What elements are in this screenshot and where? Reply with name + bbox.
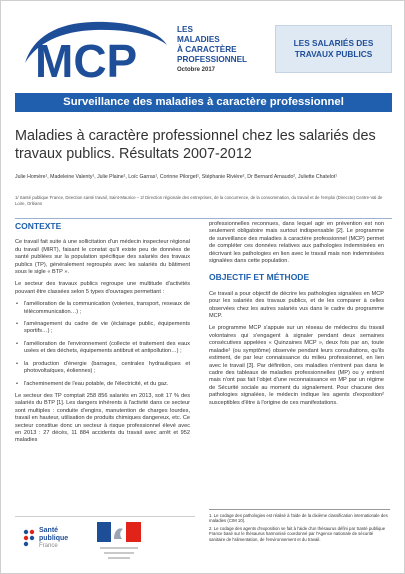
- affiliations: 1/ Santé publique France, Direction santé travail, Saint-Maurice – 2/ Direction régionale des entreprises, de la concurrence, de la consommation, du travail et de l'emploi (Direccte) Centre-Val de Loire, Orléans: [15, 195, 383, 206]
- divider: [15, 218, 392, 219]
- republique-francaise-logo: [96, 521, 142, 565]
- footer-divider: [15, 516, 195, 517]
- series-line: LES: [177, 25, 193, 34]
- activity-list: [15, 301, 190, 388]
- section-heading-objectif: OBJECTIF ET MÉTHODE: [209, 272, 310, 283]
- series-line: PROFESSIONNEL: [177, 55, 248, 64]
- section-heading-contexte: CONTEXTE: [15, 221, 62, 231]
- list-item: • l'aménagement du cadre de vie (éclairage public, équipements sportifs…) ;: [15, 321, 190, 336]
- series-line: MALADIES: [177, 35, 220, 44]
- article-title: Maladies à caractère professionnel chez les salariés des travaux publics. Résultats 2007-2012: [15, 128, 376, 162]
- paragraph: Le programme MCP s'appuie sur un réseau de médecins du travail volontaires qui s'engagent à signaler pendant deux semaines consécutives appelées « Quinzaines MCP », deux fois par an, toute maladie¹ (ou symptôme) observée pendant leurs consultations, qu'ils estiment, de par leur connaissance du milieu professionnel, en lien avec le travail [3]. Par définition, ces maladies n'entrent pas dans le cadre des tableaux de maladies professionnelles (MP) ou y entrent mais n'ont pas fait l'objet d'une reconnaissance en MP par un régime de Sécurité sociale au moment du signalement. Pour chacune des pathologies signalées, le médecin indique les agents d'exposition² susceptibles d'être à l'origine de ces manifestations.: [209, 325, 384, 406]
- paragraph: Ce travail a pour objectif de décrire les pathologies signalées en MCP pour les salariés des travaux publics, et de les comparer à celles observées chez les autres salariés vus dans le cadre du programme MCP.: [209, 290, 384, 320]
- banner-title: Surveillance des maladies à caractère professionnel: [15, 93, 392, 112]
- paragraph: professionnelles reconnues, dans lequel agir en prévention est non seulement obligatoire mais surtout indispensable [2]. Le programme de surveillance des maladies à caractère professionnel (MCP) permet de compléter ces données relatives aux pathologies indemnisées en décrivant les pathologies en lien avec le travail mais non indemnisées signalées dans cette population.: [209, 221, 384, 265]
- report-header: [1, 1, 405, 97]
- list-item: • la production d'énergie (barrages, centrales hydrauliques et photovoltaïques, éoliennes) ;: [15, 361, 190, 376]
- series-line: À CARACTÈRE: [177, 45, 237, 54]
- series-title: [177, 25, 247, 65]
- list-item: • l'amélioration de la communication (voieries, transport, reseaux de télécommunication…) ;: [15, 301, 190, 316]
- spf-line: publique: [39, 535, 69, 542]
- footnote: 1. Le codage des pathologies est réalisé à l'aide de la dixième classification internationale des maladies (CIM 10).: [209, 513, 388, 524]
- paragraph: Le secteur des TP comptait 258 856 salariés en 2013, soit 17 % des salariés du BTP [1]. Les dangers inhérents à l'activité dans ce secteur sont multiples : conduite d'engins, manutention de charges lourdes, travail en hauteur, utilisation de produits chimiques dangereux, etc. Ce secteur constitue donc un secteur à risque professionnel élevé avec en 2013 : 27 décès, 11 884 accidents du travail avec arrêt et 952 maladies: [15, 392, 190, 444]
- authors-list: Julie Homère¹, Madeleine Valenty¹, Julie Plaine¹, Loïc Garras¹, Corinne Pilorget¹, Stéphanie Rivière², Dr Bernard Arnaudo², Juliette Chatelot¹: [15, 174, 337, 180]
- left-column: [15, 221, 190, 450]
- issue-date: Octobre 2017: [177, 67, 216, 73]
- spf-line: Santé: [39, 527, 59, 534]
- mcp-logo-graphic: [23, 19, 169, 81]
- paragraph: Le secteur des travaux publics regroupe une multitude d'activités pouvant être classées selon 5 types d'ouvrages permettant :: [15, 281, 190, 295]
- spf-line: France: [39, 543, 58, 549]
- footnote: 2. Le codage des agents d'exposition se fait à l'aide d'un thésaurus défini par Santé publique France basé sur le thésaurus harmonisé coordonné par l'Agence nationale de sécurité sanitaire de l'alimentation, de l'environnement et du travail.: [209, 525, 386, 542]
- list-item: • l'acheminement de l'eau potable, de l'électricité, et du gaz.: [15, 381, 190, 388]
- right-column: [209, 221, 384, 412]
- spf-mark-icon: [21, 527, 39, 551]
- mcp-logo: [23, 19, 169, 81]
- paragraph: Ce travail fait suite à une sollicitation d'un médecin inspecteur régional du travail (MIRT), faisant le constat qu'il existe peu de données de santé publiées sur la population spécifique des salariés des travaux publics (TP), généralement regroupés avec les salariés du bâtiment sous le sigle « BTP ».: [15, 239, 190, 276]
- list-item: • l'amélioration de l'environnement (collecte et traitement des eaux usées et des déchets, équipements antibruit et antipollution…) ;: [15, 341, 190, 356]
- logo-text: MCP: [35, 35, 138, 81]
- spf-name: [39, 527, 68, 543]
- footnotes: [209, 509, 390, 544]
- marianne-icon: [96, 521, 142, 565]
- audience-badge: LES SALARIÉS DES TRAVAUX PUBLICS: [275, 25, 392, 73]
- sante-publique-france-logo: [21, 523, 91, 563]
